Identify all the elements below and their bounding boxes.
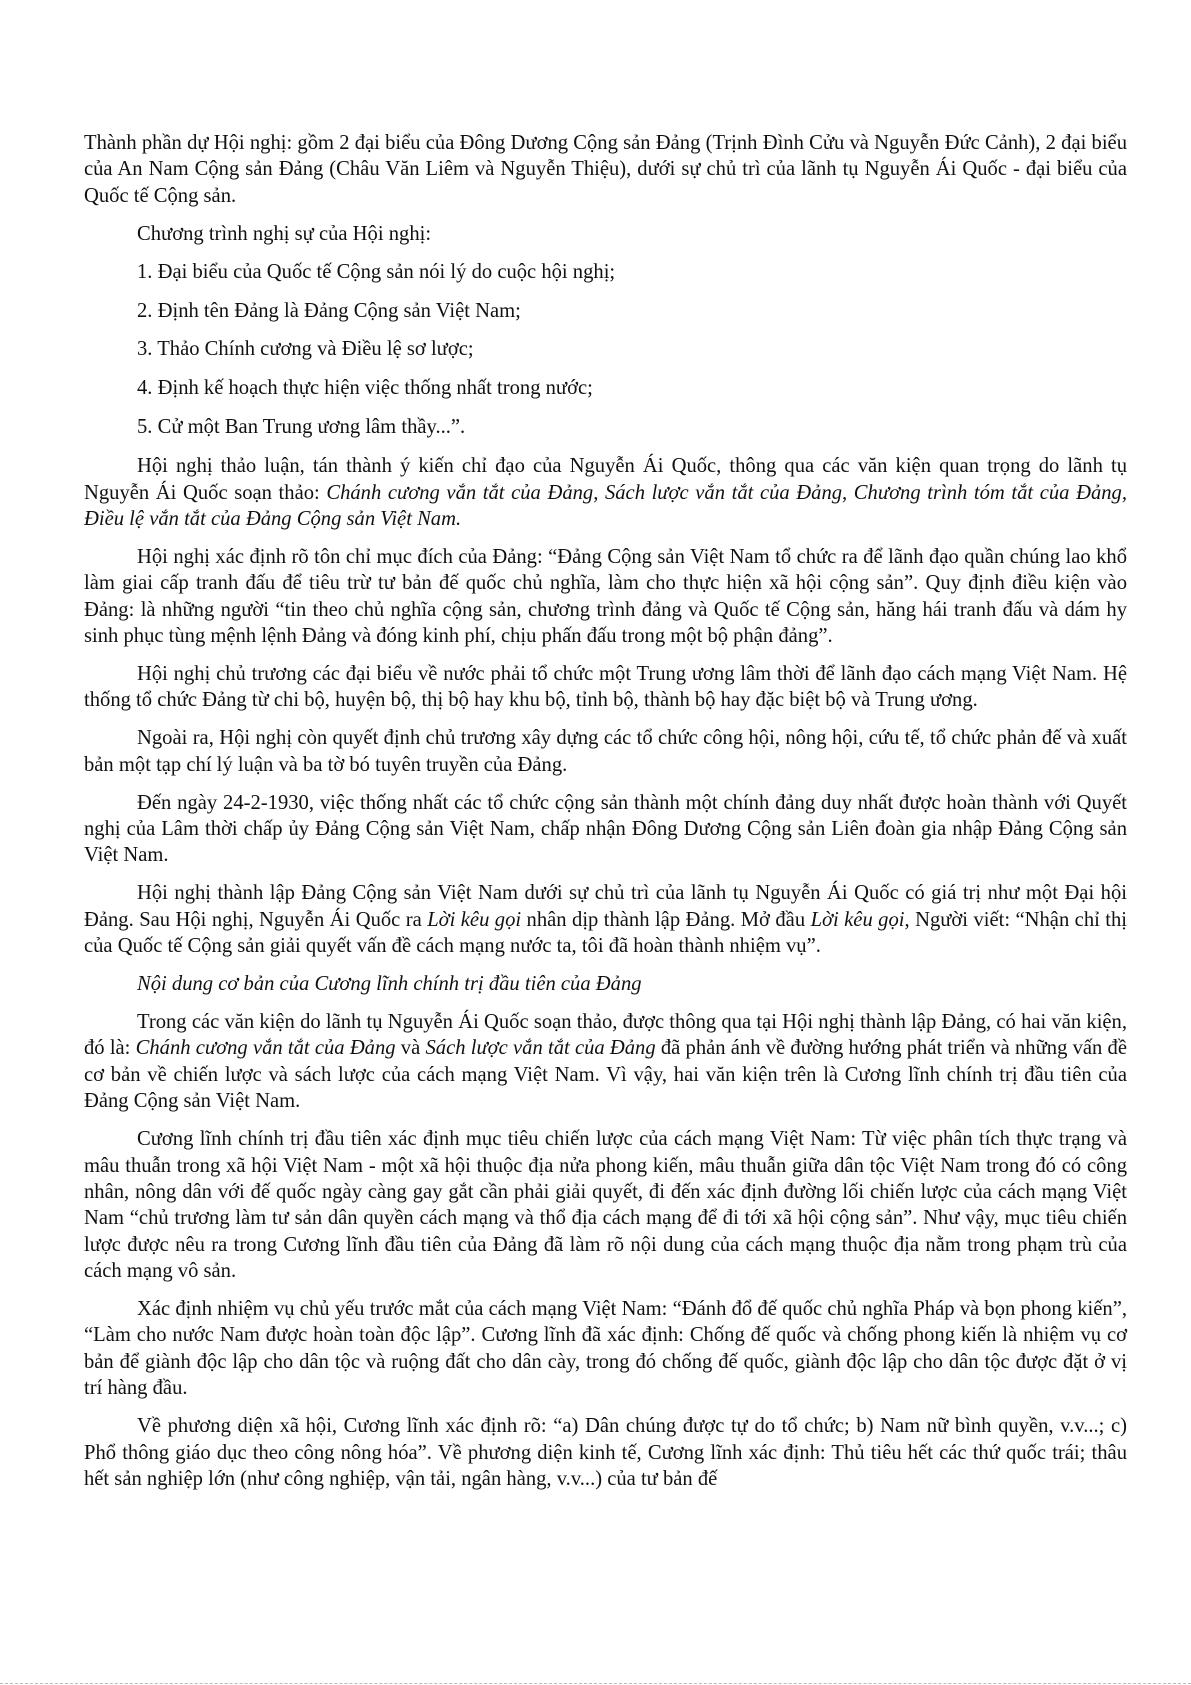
- italic-appeal-title: Lời kêu gọi: [810, 908, 905, 931]
- italic-document-title: Chánh cương vắn tắt của Đảng: [135, 1037, 396, 1060]
- section-heading: [84, 971, 1127, 997]
- italic-document-titles: Chánh cương vắn tắt của Đảng, Sách lược vắn tắt của Đảng, Chương trình tóm tắt của Đảng, Điều lệ vắn tắt của Đảng Cộng sản Việt Nam.: [84, 481, 1127, 530]
- paragraph-congress-value: [84, 880, 1127, 959]
- paragraph-delegates: Thành phần dự Hội nghị: gồm 2 đại biểu của Đông Dương Cộng sản Đảng (Trịnh Đình Cửu và Nguyễn Đức Cảnh), 2 đại biểu của An Nam Cộng sản Đảng (Châu Văn Liêm và Nguyễn Thiệu), dưới sự chủ trì của lãnh tụ Nguyễn Ái Quốc - đại biểu của Quốc tế Cộng sản.: [84, 132, 1127, 207]
- text-run: Hội nghị thảo luận, tán thành ý kiến chỉ đạo của Nguyễn Ái Quốc, thông qua các văn kiện quan trọng do lãnh tụ Nguyễn Ái Quốc soạn thảo:: [84, 455, 1127, 504]
- paragraph-main-tasks: Xác định nhiệm vụ chủ yếu trước mắt của cách mạng Việt Nam: “Đánh đổ đế quốc chủ nghĩa Pháp và bọn phong kiến”, “Làm cho nước Nam được hoàn toàn độc lập”. Cương lĩnh đã xác định: Chống đế quốc và chống phong kiến là nhiệm vụ cơ bản để giành độc lập cho dân tộc và ruộng đất cho dân cày, trong đó chống đế quốc, giành độc lập cho dân tộc được đặt ở vị trí hàng đầu.: [84, 1298, 1127, 1400]
- paragraph-organization: Hội nghị chủ trương các đại biểu về nước phải tổ chức một Trung ương lâm thời để lãnh đạo cách mạng Việt Nam. Hệ thống tổ chức Đảng từ chi bộ, huyện bộ, thị bộ hay khu bộ, tỉnh bộ, thành bộ hay đặc biệt bộ và Trung ương.: [84, 663, 1127, 712]
- agenda-item: 3. Thảo Chính cương và Điều lệ sơ lược;: [137, 338, 474, 361]
- paragraph-strategic-goal: Cương lĩnh chính trị đầu tiên xác định mục tiêu chiến lược của cách mạng Việt Nam: Từ việc phân tích thực trạng và mâu thuẫn trong xã hội Việt Nam - một xã hội thuộc địa nửa phong kiến, mâu thuẫn giữa dân tộc Việt Nam trong đó có công nhân, nông dân với đế quốc ngày càng gay gắt cần phải giải quyết, đi đến xác định đường lối chiến lược của cách mạng Việt Nam “chủ trương làm tư sản dân quyền cách mạng và thổ địa cách mạng để đi tới xã hội cộng sản”. Như vậy, mục tiêu chiến lược được nêu ra trong Cương lĩnh đầu tiên của Đảng đã làm rõ nội dung của cách mạng thuộc địa nằm trong phạm trù của cách mạng vô sản.: [84, 1128, 1127, 1283]
- paragraph-unification: Đến ngày 24-2-1930, việc thống nhất các tổ chức cộng sản thành một chính đảng duy nhất được hoàn thành với Quyết nghị của Lâm thời chấp ủy Đảng Cộng sản Việt Nam, chấp nhận Đông Dương Cộng sản Liên đoàn gia nhập Đảng Cộng sản Việt Nam.: [84, 791, 1127, 867]
- text-run: nhân dịp thành lập Đảng. Mở đầu: [521, 908, 811, 931]
- text-run: , Người viết: “Nhận chỉ thị của Quốc tế Cộng sản giải quyết vấn đề cách mạng nước ta, tôi đã hoàn thành nhiệm vụ”.: [84, 908, 1128, 958]
- agenda-item: 1. Đại biểu của Quốc tế Cộng sản nói lý do cuộc hội nghị;: [137, 260, 616, 283]
- document-page: [84, 130, 1127, 1504]
- paragraph-social-economic: Về phương diện xã hội, Cương lĩnh xác định rõ: “a) Dân chúng được tự do tổ chức; b) Nam nữ bình quyền, v.v...; c) Phổ thông giáo dục theo công nông hóa”. Về phương diện kinh tế, Cương lĩnh xác định: Thủ tiêu hết các thứ quốc trái; thâu hết sản nghiệp lớn (như công nghiệp, vận tải, ngân hàng, v.v...) của tư bản đế: [84, 1415, 1127, 1490]
- agenda-item: 4. Định kế hoạch thực hiện việc thống nhất trong nước;: [137, 377, 593, 400]
- paragraph-documents: [84, 453, 1127, 532]
- paragraph-agenda-intro: Chương trình nghị sự của Hội nghị:: [137, 222, 432, 245]
- agenda-item: 5. Cử một Ban Trung ương lâm thầy...”.: [137, 416, 466, 439]
- paragraph-platform-documents: [84, 1009, 1127, 1115]
- agenda-item: 2. Định tên Đảng là Đảng Cộng sản Việt Nam;: [137, 299, 521, 322]
- text-run: và: [395, 1037, 426, 1060]
- text-run: đã phản ánh về đường hướng phát triển và những vấn đề cơ bản về chiến lược và sách lược của cách mạng Việt Nam. Vì vậy, hai văn kiện trên là Cương lĩnh chính trị đầu tiên của Đảng Cộng sản Việt Nam.: [84, 1037, 1127, 1113]
- page-bottom-rule: [0, 1683, 1191, 1684]
- text-run: Hội nghị thành lập Đảng Cộng sản Việt Nam dưới sự chủ trì của lãnh tụ Nguyễn Ái Quốc có giá trị như một Đại hội Đảng. Sau Hội nghị, Nguyễn Ái Quốc ra: [84, 882, 1127, 931]
- paragraph-other-decisions: Ngoài ra, Hội nghị còn quyết định chủ trương xây dựng các tổ chức công hội, nông hội, cứu tế, tổ chức phản đế và xuất bản một tạp chí lý luận và ba tờ bó tuyên truyền của Đảng.: [84, 727, 1127, 776]
- italic-appeal-title: Lời kêu gọi: [427, 908, 522, 931]
- italic-document-title: Sách lược vắn tắt của Đảng: [425, 1037, 656, 1060]
- section-heading-text: Nội dung cơ bản của Cương lĩnh chính trị đầu tiên của Đảng: [137, 973, 642, 996]
- paragraph-purpose: Hội nghị xác định rõ tôn chỉ mục đích của Đảng: “Đảng Cộng sản Việt Nam tổ chức ra để lãnh đạo quần chúng lao khổ làm giai cấp tranh đấu để tiêu trừ tư bản đế quốc chủ nghĩa, làm cho thực hiện xã hội cộng sản”. Quy định điều kiện vào Đảng: là những người “tin theo chủ nghĩa cộng sản, chương trình đảng và Quốc tế Cộng sản, hăng hái tranh đấu và dám hy sinh phục tùng mệnh lệnh Đảng và đóng kinh phí, chịu phấn đấu trong một bộ phận đảng”.: [84, 545, 1127, 648]
- text-run: Trong các văn kiện do lãnh tụ Nguyễn Ái Quốc soạn thảo, được thông qua tại Hội nghị thành lập Đảng, có hai văn kiện, đó là:: [84, 1010, 1127, 1060]
